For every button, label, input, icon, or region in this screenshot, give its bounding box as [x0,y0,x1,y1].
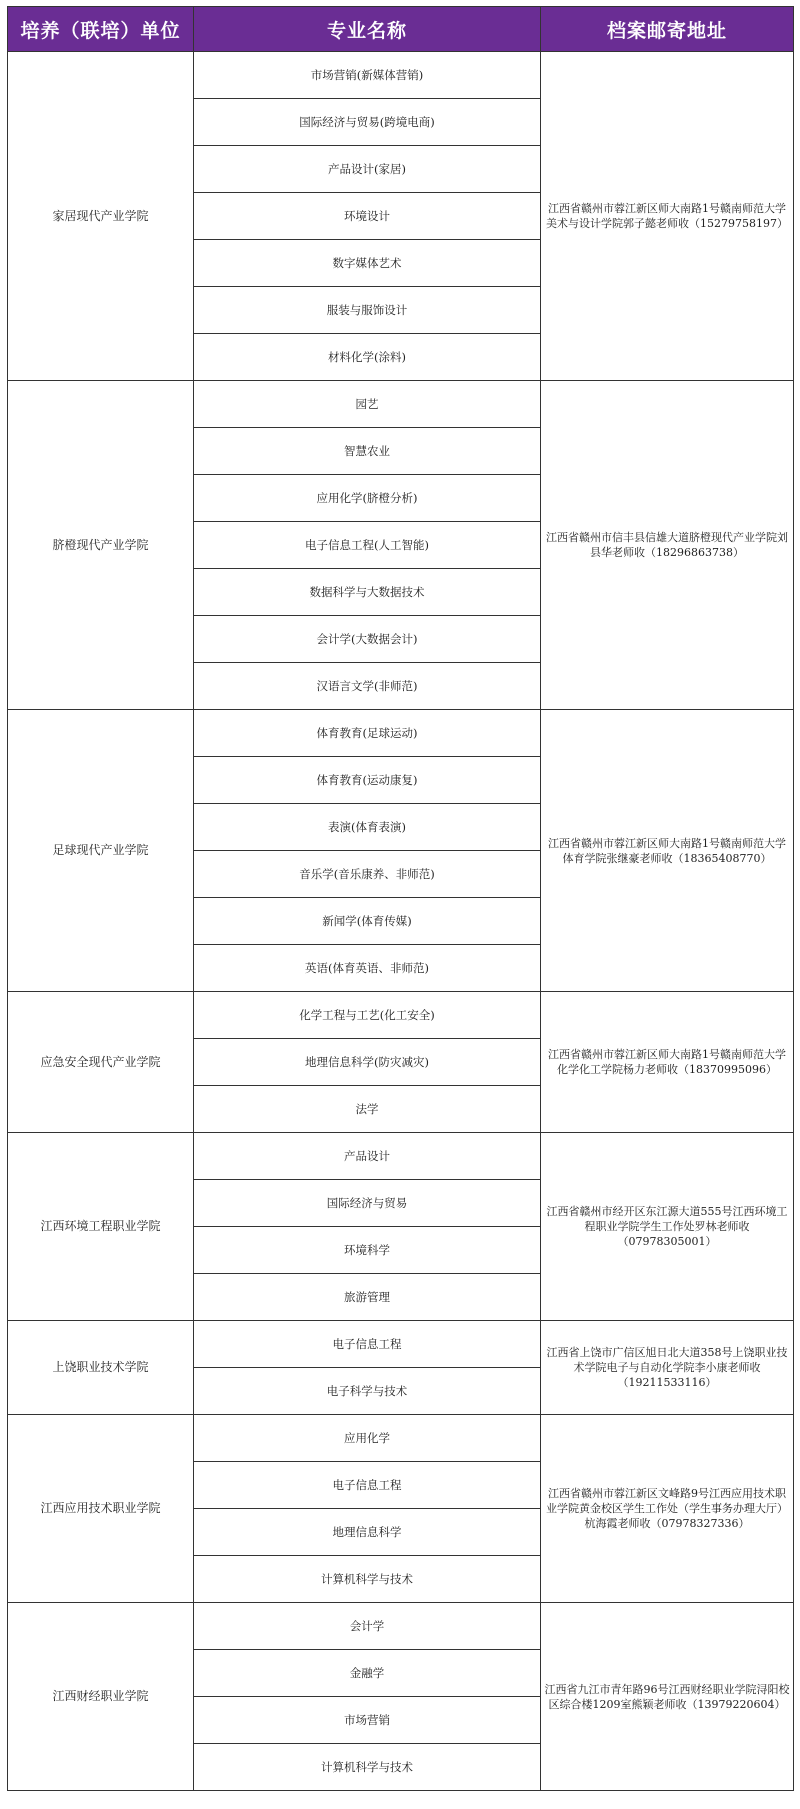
address-cell: 江西省赣州市蓉江新区师大南路1号赣南师范大学美术与设计学院郭子懿老师收（15279758197） [541,52,794,381]
major-cell: 环境设计 [194,193,541,240]
archive-table [7,6,794,1791]
major-cell: 会计学 [194,1603,541,1650]
major-cell: 市场营销(新媒体营销) [194,52,541,99]
address-cell: 江西省九江市青年路96号江西财经职业学院浔阳校区综合楼1209室熊颖老师收（13979220604） [541,1603,794,1791]
major-cell: 表演(体育表演) [194,804,541,851]
header-row [8,7,794,52]
major-cell: 金融学 [194,1650,541,1697]
unit-cell: 江西财经职业学院 [8,1603,194,1791]
table-row [8,52,794,99]
header-major: 专业名称 [194,7,541,52]
table-row [8,1415,794,1462]
major-cell: 国际经济与贸易 [194,1180,541,1227]
major-cell: 产品设计(家居) [194,146,541,193]
address-cell: 江西省上饶市广信区旭日北大道358号上饶职业技术学院电子与自动化学院李小康老师收（19211533116） [541,1321,794,1415]
major-cell: 电子信息工程 [194,1321,541,1368]
major-cell: 体育教育(足球运动) [194,710,541,757]
major-cell: 计算机科学与技术 [194,1556,541,1603]
major-cell: 电子信息工程 [194,1462,541,1509]
unit-cell: 家居现代产业学院 [8,52,194,381]
unit-cell: 江西环境工程职业学院 [8,1133,194,1321]
header-unit: 培养（联培）单位 [8,7,194,52]
major-cell: 英语(体育英语、非师范) [194,945,541,992]
major-cell: 智慧农业 [194,428,541,475]
table-row [8,1321,794,1368]
major-cell: 体育教育(运动康复) [194,757,541,804]
major-cell: 国际经济与贸易(跨境电商) [194,99,541,146]
table-row [8,381,794,428]
major-cell: 地理信息科学 [194,1509,541,1556]
address-cell: 江西省赣州市蓉江新区师大南路1号赣南师范大学体育学院张继豪老师收（18365408770） [541,710,794,992]
major-cell: 旅游管理 [194,1274,541,1321]
major-cell: 市场营销 [194,1697,541,1744]
major-cell: 会计学(大数据会计) [194,616,541,663]
address-cell: 江西省赣州市蓉江新区师大南路1号赣南师范大学化学化工学院杨力老师收（18370995096） [541,992,794,1133]
major-cell: 数字媒体艺术 [194,240,541,287]
unit-cell: 江西应用技术职业学院 [8,1415,194,1603]
major-cell: 音乐学(音乐康养、非师范) [194,851,541,898]
major-cell: 电子科学与技术 [194,1368,541,1415]
major-cell: 法学 [194,1086,541,1133]
major-cell: 应用化学 [194,1415,541,1462]
major-cell: 汉语言文学(非师范) [194,663,541,710]
unit-cell: 上饶职业技术学院 [8,1321,194,1415]
major-cell: 应用化学(脐橙分析) [194,475,541,522]
major-cell: 产品设计 [194,1133,541,1180]
address-cell: 江西省赣州市信丰县信雄大道脐橙现代产业学院刘县华老师收（18296863738） [541,381,794,710]
major-cell: 计算机科学与技术 [194,1744,541,1791]
major-cell: 新闻学(体育传媒) [194,898,541,945]
header-address: 档案邮寄地址 [541,7,794,52]
table-body [8,52,794,1791]
table-row [8,1603,794,1650]
address-cell: 江西省赣州市蓉江新区文峰路9号江西应用技术职业学院黄金校区学生工作处（学生事务办理大厅）杭海霞老师收（07978327336） [541,1415,794,1603]
major-cell: 地理信息科学(防灾减灾) [194,1039,541,1086]
table-row [8,992,794,1039]
unit-cell: 脐橙现代产业学院 [8,381,194,710]
major-cell: 材料化学(涂料) [194,334,541,381]
table-row [8,710,794,757]
major-cell: 化学工程与工艺(化工安全) [194,992,541,1039]
address-cell: 江西省赣州市经开区东江源大道555号江西环境工程职业学院学生工作处罗林老师收（07978305001） [541,1133,794,1321]
major-cell: 服装与服饰设计 [194,287,541,334]
unit-cell: 应急安全现代产业学院 [8,992,194,1133]
major-cell: 环境科学 [194,1227,541,1274]
major-cell: 电子信息工程(人工智能) [194,522,541,569]
major-cell: 数据科学与大数据技术 [194,569,541,616]
major-cell: 园艺 [194,381,541,428]
table-row [8,1133,794,1180]
unit-cell: 足球现代产业学院 [8,710,194,992]
